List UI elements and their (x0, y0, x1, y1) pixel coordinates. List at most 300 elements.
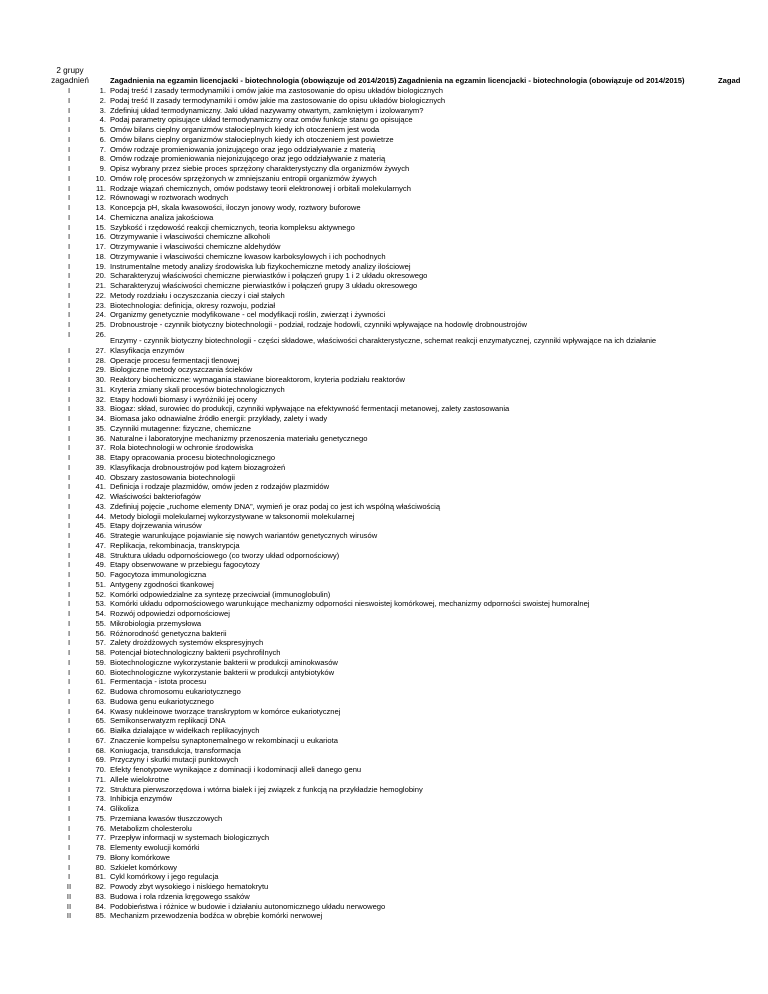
topic-cell: Metody biologii molekularnej wykorzystywane w taksonomii molekularnej (110, 511, 355, 521)
number-cell: 81. (95, 872, 106, 882)
number-cell: 35. (95, 423, 106, 433)
topic-cell: Koncepcja pH, skala kwasowości, iloczyn jonowy wody, roztwory buforowe (110, 203, 361, 212)
topic-cell: Chemiczna analiza jakościowa (110, 212, 214, 222)
topic-cell: Operacje procesu fermentacji tlenowej (110, 355, 240, 365)
group-cell: I (67, 716, 71, 726)
number-cell: 15. (95, 222, 106, 232)
topic-cell: Otrzymywanie i własciwości chemiczne aldehydów (110, 242, 281, 251)
topic-cell: Biotechnologiczne wykorzystanie bakterii w produkcji antybiotyków (110, 667, 335, 677)
table-row (0, 193, 768, 203)
table-row (0, 833, 768, 843)
table-row (0, 502, 768, 512)
number-cell: 56. (95, 628, 106, 638)
group-cell: I (67, 472, 71, 482)
group-cell: I (67, 765, 71, 774)
number-cell: 65. (95, 716, 106, 726)
group-cell: I (67, 794, 71, 804)
topic-cell: Budowa i rola rdzenia kręgowego ssaków (110, 891, 250, 901)
group-cell: I (67, 774, 71, 784)
group-cell: I (67, 735, 71, 745)
number-cell: 79. (95, 852, 106, 862)
table-row (0, 242, 768, 252)
group-cell: I (67, 423, 71, 433)
number-cell: 32. (95, 394, 106, 404)
table-row (0, 707, 768, 717)
topic-cell: Zdefiniuj pojęcie „ruchome elementy DNA”, wymień je oraz podaj co jest ich wspólną właściwością (110, 501, 441, 511)
table-row (0, 346, 768, 356)
table-row (0, 521, 768, 531)
number-cell: 76. (95, 823, 106, 833)
topic-cell: Rodzaje wiązań chemicznych, omów podstawy teorii elektronowej i orbitali molekularnych (110, 183, 411, 193)
table-row (0, 482, 768, 492)
group-cell: I (67, 638, 71, 648)
table-row (0, 453, 768, 463)
table-row (0, 320, 768, 330)
topic-cell: Biologiczne metody oczyszczania ścieków (110, 365, 253, 375)
topic-cell: Glikoliza (110, 804, 139, 813)
topic-cell: Omów bilans cieplny organizmów stałocieplnych kiedy ich otoczeniem jest woda (110, 125, 380, 134)
topic-cell: Semikonserwatyzm replikacji DNA (110, 716, 226, 726)
table-row (0, 872, 768, 882)
number-cell: 5. (99, 125, 106, 134)
number-cell: 77. (95, 833, 106, 843)
topic-cell: Kwasy nukleinowe tworzące transkryptom w komórce eukariotycznej (110, 706, 341, 716)
topic-cell: Scharakteryzuj właściwości chemiczne pierwiastków i połączeń grupy 3 układu okresowego (110, 281, 418, 290)
table-row (0, 794, 768, 804)
group-cell: I (67, 687, 71, 696)
table-row (0, 804, 768, 814)
group-cell: I (67, 261, 71, 271)
number-cell: 23. (95, 300, 106, 310)
table-row (0, 765, 768, 775)
number-cell: 27. (95, 345, 106, 355)
topic-cell: Podaj treść I zasady termodynamiki i omów jakie ma zastosowanie do opisu układów biologicznych (110, 86, 444, 95)
topic-cell: Równowagi w roztworach wodnych (110, 193, 229, 203)
group-cell: I (67, 242, 71, 251)
table-row (0, 853, 768, 863)
number-cell: 14. (95, 212, 106, 222)
table-row (0, 551, 768, 561)
group-cell: I (67, 628, 71, 638)
topic-cell: Mikrobiologia przemysłowa (110, 618, 202, 628)
table-row (0, 135, 768, 145)
group-cell: II (66, 911, 72, 921)
number-cell: 52. (95, 589, 106, 599)
table-row (0, 291, 768, 301)
table-row (0, 814, 768, 824)
group-cell: I (67, 843, 71, 852)
number-cell: 10. (95, 173, 106, 183)
table-row (0, 609, 768, 619)
group-cell: I (67, 648, 71, 657)
table-row (0, 443, 768, 453)
topic-cell: Obszary zastosowania biotechnologii (110, 472, 235, 482)
number-cell: 12. (95, 193, 106, 203)
number-cell: 8. (99, 154, 106, 164)
table-row (0, 677, 768, 687)
number-cell: 75. (95, 813, 106, 823)
table-row (0, 106, 768, 116)
table-row (0, 687, 768, 697)
table-row (0, 365, 768, 375)
number-cell: 44. (95, 511, 106, 521)
number-cell: 38. (95, 453, 106, 462)
group-cell: I (67, 433, 71, 443)
group-cell: I (67, 833, 71, 843)
number-cell: 26. (95, 329, 106, 339)
table-row (0, 599, 768, 609)
table-row (0, 746, 768, 756)
group-cell: I (67, 173, 71, 183)
table-row (0, 356, 768, 366)
table-row (0, 330, 768, 346)
group-cell: I (67, 154, 71, 164)
table-row (0, 755, 768, 765)
group-cell: I (67, 329, 71, 339)
topic-cell: Struktura układu odpornościowego (co tworzy układ odpornościowy) (110, 550, 340, 560)
number-cell: 78. (95, 843, 106, 852)
table-row (0, 174, 768, 184)
table-row (0, 648, 768, 658)
topic-cell: Rola biotechnologii w ochronie środowiska (110, 443, 254, 453)
group-cell: I (67, 125, 71, 134)
topic-cell: Organizmy genetycznie modyfikowane - cel modyfikacji roślin, zwierząt i żywności (110, 310, 386, 320)
number-cell: 47. (95, 540, 106, 550)
table-row (0, 301, 768, 311)
group-cell: I (67, 281, 71, 290)
group-cell: I (67, 164, 71, 173)
number-cell: 53. (95, 599, 106, 609)
table-row (0, 668, 768, 678)
table-row (0, 125, 768, 135)
group-cell: I (67, 115, 71, 125)
group-cell: I (67, 726, 71, 735)
table-row (0, 271, 768, 281)
topic-cell: Białka działające w widełkach replikacyjnych (110, 726, 260, 735)
number-cell: 13. (95, 203, 106, 212)
group-cell: I (67, 310, 71, 320)
topic-cell: Rozwój odpowiedzi odpornościowej (110, 609, 230, 618)
group-cell: I (67, 570, 71, 579)
number-cell: 74. (95, 804, 106, 813)
topic-cell: Etapy obserwowane w przebiegu fagocytozy (110, 560, 260, 570)
number-cell: 46. (95, 531, 106, 540)
number-cell: 84. (95, 901, 106, 911)
topic-cell: Zalety drożdżowych systemów ekspresyjnych (110, 638, 264, 648)
number-cell: 83. (95, 891, 106, 901)
topic-cell: Zdefiniuj układ termodynamiczny. Jaki układ nazywamy otwartym, zamkniętym i izolowanym? (110, 105, 424, 115)
table-row (0, 902, 768, 912)
table-row (0, 385, 768, 395)
number-cell: 80. (95, 862, 106, 872)
number-cell: 1. (99, 86, 106, 95)
topic-cell: Biomasa jako odnawialne źródło energii: przykłady, zalety i wady (110, 414, 328, 423)
topic-cell: Allele wielokrotne (110, 774, 170, 784)
table-row (0, 824, 768, 834)
number-cell: 43. (95, 501, 106, 511)
group-cell: I (67, 560, 71, 570)
topic-cell: Podaj parametry opisujące układ termodynamiczny oraz omów funkcje stanu go opisujące (110, 115, 413, 125)
group-cell: I (67, 813, 71, 823)
number-cell: 62. (95, 687, 106, 696)
topic-cell: Instrumentalne metody analizy środowiska lub fizykochemiczne metody analizy ilościowej (110, 261, 411, 271)
number-cell: 22. (95, 290, 106, 300)
number-cell: 25. (95, 320, 106, 329)
group-cell: II (66, 882, 72, 891)
table-row (0, 882, 768, 892)
topic-cell: Kryteria zmiany skali procesów biotechnologicznych (110, 384, 285, 394)
topic-cell: Elementy ewolucji komórki (110, 843, 200, 852)
number-cell: 50. (95, 570, 106, 579)
number-cell: 37. (95, 443, 106, 453)
topic-cell: Klasyfikacja drobnoustrojów pod kątem biozagrożeń (110, 462, 286, 472)
number-cell: 49. (95, 560, 106, 570)
topic-cell: Definicja i rodzaje plazmidów, omów jeden z rodzajów plazmidów (110, 482, 330, 492)
topic-cell: Komórki układu odpornościowego warunkujące mechanizmy odporności nieswoistej komórkowej, mechanizmy odporności swoistej humoralnej (110, 599, 590, 609)
number-cell: 66. (95, 726, 106, 735)
number-cell: 70. (95, 765, 106, 774)
group-cell: I (67, 453, 71, 462)
topic-cell: Błony komórkowe (110, 852, 170, 862)
group-cell: I (67, 365, 71, 375)
topic-cell: Reaktory biochemiczne: wymagania stawiane bioreaktorom, kryteria podziału reaktorów (110, 375, 406, 384)
topic-cell: Mechanizm przewodzenia bodźca w obrębie komórki nerwowej (110, 911, 323, 921)
group-cell: I (67, 609, 71, 618)
table-row (0, 404, 768, 414)
number-cell: 82. (95, 882, 106, 891)
table-row (0, 145, 768, 155)
group-cell: I (67, 540, 71, 550)
topic-cell: Fermentacja - istota procesu (110, 677, 207, 687)
table-row (0, 512, 768, 522)
number-cell: 24. (95, 310, 106, 320)
group-cell: I (67, 521, 71, 531)
number-cell: 29. (95, 365, 106, 375)
group-cell: I (67, 784, 71, 794)
topic-cell: Podaj treść II zasady termodynamiki i omów jakie ma zastosowanie do opisu układów biologicznych (110, 95, 446, 105)
number-cell: 64. (95, 706, 106, 716)
number-cell: 21. (95, 281, 106, 290)
topic-cell: Fagocytoza immunologiczna (110, 570, 207, 579)
table-row (0, 638, 768, 648)
topic-cell: Szybkość i rzędowość reakcji chemicznych, teoria kompleksu aktywnego (110, 222, 355, 232)
table-row (0, 154, 768, 164)
topic-cell: Powody zbyt wysokiego i niskiego hematokrytu (110, 882, 269, 891)
number-cell: 7. (99, 144, 106, 154)
number-cell: 11. (96, 183, 106, 193)
group-cell: I (67, 823, 71, 833)
table-row (0, 658, 768, 668)
number-cell: 39. (95, 462, 106, 472)
topic-cell: Etapy dojrzewania wirusów (110, 521, 202, 531)
topic-cell: Drobnoustroje - czynnik biotyczny biotechnologii - podział, rodzaje hodowli, czynniki wpływające na hodowlę drobnoustrojów (110, 320, 528, 329)
number-cell: 4. (99, 115, 106, 125)
topic-cell: Efekty fenotypowe wynikające z dominacji i kodominacji alleli danego genu (110, 765, 362, 774)
group-cell: I (67, 462, 71, 472)
number-cell: 20. (95, 271, 106, 281)
topic-cell: Antygeny zgodności tkankowej (110, 579, 214, 589)
number-cell: 9. (99, 164, 106, 173)
group-cell: I (67, 355, 71, 365)
group-cell: I (67, 105, 71, 115)
table-row (0, 726, 768, 736)
table-row (0, 697, 768, 707)
number-cell: 3. (99, 105, 106, 115)
number-cell: 57. (95, 638, 106, 648)
number-cell: 60. (95, 667, 106, 677)
table-row (0, 223, 768, 233)
topic-cell: Enzymy - czynnik biotyczny biotechnologii - części składowe, właściwości charakterystyczne, schemat reakcji enzymatycznej, czynniki wpływające na ich działanie (110, 335, 657, 345)
table-row (0, 203, 768, 213)
group-cell: I (67, 696, 71, 706)
topic-cell: Biotechnologia: definicja, okresy rozwoju, podział (110, 300, 276, 310)
table-row (0, 560, 768, 570)
topic-cell: Koniugacja, transdukcja, transformacja (110, 745, 241, 755)
table-row (0, 395, 768, 405)
group-cell: I (67, 579, 71, 589)
group-cell: I (67, 212, 71, 222)
group-cell: I (67, 618, 71, 628)
table-row (0, 473, 768, 483)
group-cell: I (67, 745, 71, 755)
group-cell: I (67, 482, 71, 492)
group-cell: I (67, 677, 71, 687)
number-cell: 67. (95, 735, 106, 745)
table-row (0, 424, 768, 434)
group-cell: I (67, 251, 71, 261)
table-row (0, 252, 768, 262)
group-cell: I (67, 706, 71, 716)
topic-cell: Otrzymywanie i własciwości chemiczne kwasow karboksylowych i ich pochodnych (110, 251, 386, 261)
group-cell: I (67, 271, 71, 281)
number-cell: 36. (95, 433, 106, 443)
topic-cell: Metody rozdziału i oczyszczania cieczy i ciał stałych (110, 290, 285, 300)
number-cell: 45. (95, 521, 106, 531)
group-cell: I (67, 589, 71, 599)
group-cell: I (67, 222, 71, 232)
group-cell: I (67, 232, 71, 242)
topic-cell: Otrzymywanie i własciwości chemiczne alkoholi (110, 232, 270, 242)
number-cell: 2. (99, 95, 106, 105)
group-cell: I (67, 492, 71, 501)
number-cell: 85. (95, 911, 106, 921)
group-cell: I (67, 804, 71, 813)
number-cell: 68. (95, 745, 106, 755)
topic-cell: Podobieństwa i różnice w budowie i działaniu autonomicznego układu nerwowego (110, 901, 386, 911)
topic-cell: Etapy hodowli biomasy i wyróżniki jej oceny (110, 394, 257, 404)
number-cell: 40. (95, 472, 106, 482)
topic-cell: Replikacja, rekombinacja, transkrypcja (110, 540, 240, 550)
number-cell: 6. (99, 134, 106, 144)
table-row (0, 213, 768, 223)
table-row (0, 570, 768, 580)
number-cell: 33. (95, 404, 106, 414)
number-cell: 42. (95, 492, 106, 501)
table-row (0, 716, 768, 726)
topic-cell: Czynniki mutagenne: fizyczne, chemiczne (110, 423, 251, 433)
number-cell: 73. (95, 794, 106, 804)
group-cell: I (67, 203, 71, 212)
topic-cell: Klasyfikacja enzymów (110, 345, 185, 355)
table-row (0, 892, 768, 902)
group-cell: I (67, 511, 71, 521)
number-cell: 61. (95, 677, 106, 687)
table-row (0, 281, 768, 291)
header-title-2: Zagadnienia na egzamin licencjacki - biotechnologia (obowiązuje od 2014/2015) (398, 76, 685, 85)
table-row (0, 590, 768, 600)
group-cell: I (67, 599, 71, 609)
topic-cell: Różnorodność genetyczna bakterii (110, 628, 227, 638)
table-row (0, 184, 768, 194)
table-row (0, 531, 768, 541)
topic-cell: Budowa genu eukariotycznego (110, 696, 214, 706)
table-row (0, 232, 768, 242)
topic-cell: Omów rodzaje promieniowania niejonizującego oraz jego oddziaływanie z materią (110, 154, 386, 164)
group-cell: I (67, 86, 71, 95)
number-cell: 71. (95, 774, 106, 784)
number-cell: 16. (95, 232, 106, 242)
group-cell: II (66, 901, 72, 911)
number-cell: 17. (95, 242, 106, 251)
topic-cell: Budowa chromosomu eukariotycznego (110, 687, 241, 696)
table-row (0, 492, 768, 502)
group-cell: I (67, 852, 71, 862)
table-row (0, 580, 768, 590)
topic-cell: Struktura pierwszorzędowa i wtórna białek i jej związek z funkcją na przykładzie hemoglobiny (110, 784, 423, 794)
group-cell: I (67, 862, 71, 872)
table-row (0, 843, 768, 853)
topic-cell: Scharakteryzuj właściwości chemiczne pierwiastków i połączeń grupy 1 i 2 układu okresowego (110, 271, 428, 281)
group-cell: I (67, 320, 71, 329)
table-row (0, 96, 768, 106)
group-cell: II (66, 891, 72, 901)
topic-cell: Komórki odpowiedzialne za syntezę przeciwciał (immunoglobulin) (110, 589, 331, 599)
table-row (0, 434, 768, 444)
table-row (0, 375, 768, 385)
table-row (0, 775, 768, 785)
group-cell: I (67, 394, 71, 404)
topics-list (0, 86, 768, 921)
topic-cell: Strategie warunkujące pojawianie się nowych wariantów genetycznych wirusów (110, 531, 378, 540)
topic-cell: Biogaz: skład, surowiec do produkcji, czynniki wpływające na efektywność fermentacji metanowej, zalety zastosowania (110, 404, 510, 414)
group-cell: I (67, 501, 71, 511)
table-row (0, 541, 768, 551)
number-cell: 30. (95, 375, 106, 384)
group-column-header: 2 grupy zagadnień (51, 66, 89, 85)
group-cell: I (67, 134, 71, 144)
header-title-3-truncated: Zagad (718, 76, 741, 85)
topic-cell: Opisz wybrany przez siebie proces sprzężony charakterystyczny dla organizmów żywych (110, 164, 410, 173)
group-cell: I (67, 755, 71, 765)
group-cell: I (67, 657, 71, 667)
group-cell: I (67, 667, 71, 677)
number-cell: 34. (95, 414, 106, 423)
topic-cell: Cykl komórkowy i jego regulacja (110, 872, 219, 882)
topic-cell: Szkielet komórkowy (110, 862, 178, 872)
table-row (0, 414, 768, 424)
group-cell: I (67, 414, 71, 423)
number-cell: 58. (95, 648, 106, 657)
group-cell: I (67, 95, 71, 105)
table-row (0, 863, 768, 873)
group-cell: I (67, 384, 71, 394)
group-cell: I (67, 300, 71, 310)
table-row (0, 629, 768, 639)
number-cell: 51. (95, 579, 106, 589)
table-row (0, 736, 768, 746)
number-cell: 69. (95, 755, 106, 765)
topic-cell: Inhibicja enzymów (110, 794, 173, 804)
